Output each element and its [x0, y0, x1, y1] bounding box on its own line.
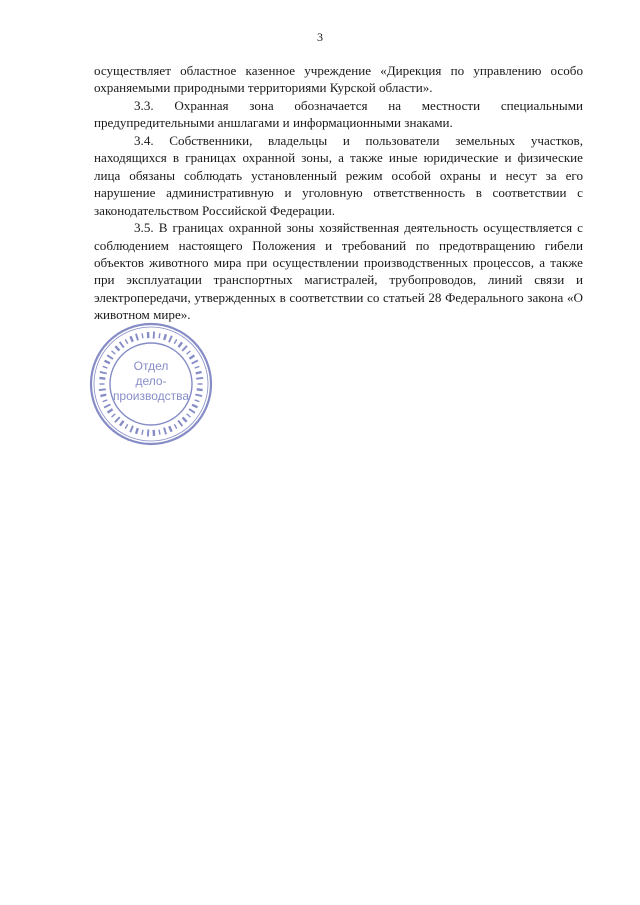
stamp-ring-mark — [168, 335, 173, 342]
stamp-ring-mark — [177, 420, 183, 427]
stamp-ring-mark — [186, 350, 191, 354]
stamp-ring-mark — [141, 430, 143, 435]
page-number: 3 — [317, 30, 323, 44]
stamp-ring-mark — [182, 417, 188, 423]
stamp-center-text — [88, 359, 214, 404]
stamp-ring-mark — [141, 333, 143, 338]
stamp-ring-mark — [178, 342, 184, 348]
paragraph-3-3: 3.3. Охранная зона обозначается на местности специальными предупредительными аншлагами и информационными знаками. — [94, 97, 583, 131]
stamp-ring-mark — [158, 430, 160, 435]
stamp-ring-mark — [147, 429, 149, 436]
stamp-ring-mark — [119, 420, 125, 426]
stamp-ring-mark — [182, 345, 188, 351]
stamp-ring-mark — [174, 339, 178, 344]
stamp-ring-mark — [152, 430, 155, 436]
stamp-line-2: дело- — [135, 374, 167, 388]
stamp-ring-mark — [163, 334, 167, 340]
stamp-ring-mark — [114, 416, 120, 422]
paragraph-3-4: 3.4. Собственники, владельцы и пользователи земельных участков, находящихся в границах охранной зоны, а также иные юридические и физические лица обязаны соблюдать установленный режим особой охраны и несут за его нарушение административную и уголовную ответственность в соответствии с законодательством Российской Федерации. — [94, 132, 583, 218]
stamp-line-1: Отдел — [133, 359, 169, 373]
stamp-ring-mark — [147, 332, 150, 338]
stamp-ring-mark — [188, 408, 195, 413]
stamp-ring-mark — [125, 339, 129, 344]
stamp-ring-mark — [192, 404, 198, 409]
stamp-ring-mark — [125, 424, 129, 429]
stamp-ring-mark — [163, 427, 167, 434]
stamp-ring-mark — [168, 426, 173, 432]
stamp-line-3: производства — [112, 389, 190, 403]
stamp-ring-mark — [186, 413, 191, 417]
stamp-ring-mark — [174, 424, 178, 429]
paragraph-3-5: 3.5. В границах охранной зоны хозяйственная деятельность осуществляется с соблюдением настоящего Положения и требований по предотвращению гибели объектов животного мира при осуществлении производственных процессов, а также при эксплуатации транспортных магистралей, трубопроводов, линий связи и электропередачи, утвержденных в соответствии со статьей 28 Федерального закона «О животном мире». — [94, 220, 583, 323]
stamp-ring-mark — [153, 332, 155, 339]
stamp-ring-mark — [129, 336, 134, 342]
paragraph-continuation: осуществляет областное казенное учреждение «Дирекция по управлению особо охраняемыми природными территориями Курской области». — [94, 63, 583, 96]
stamp-ring-mark — [107, 408, 113, 413]
stamp-ring-mark — [111, 413, 116, 417]
stamp-ring-mark — [104, 404, 111, 409]
stamp-ring-mark — [119, 341, 125, 348]
office-stamp — [88, 321, 214, 447]
stamp-ring-mark — [135, 428, 139, 434]
stamp-ring-mark — [135, 333, 139, 340]
stamp-ring-mark — [111, 350, 116, 354]
stamp-ring-mark — [129, 425, 134, 432]
document-body — [94, 62, 583, 324]
stamp-ring-mark — [158, 333, 160, 338]
stamp-ring-mark — [114, 345, 120, 351]
